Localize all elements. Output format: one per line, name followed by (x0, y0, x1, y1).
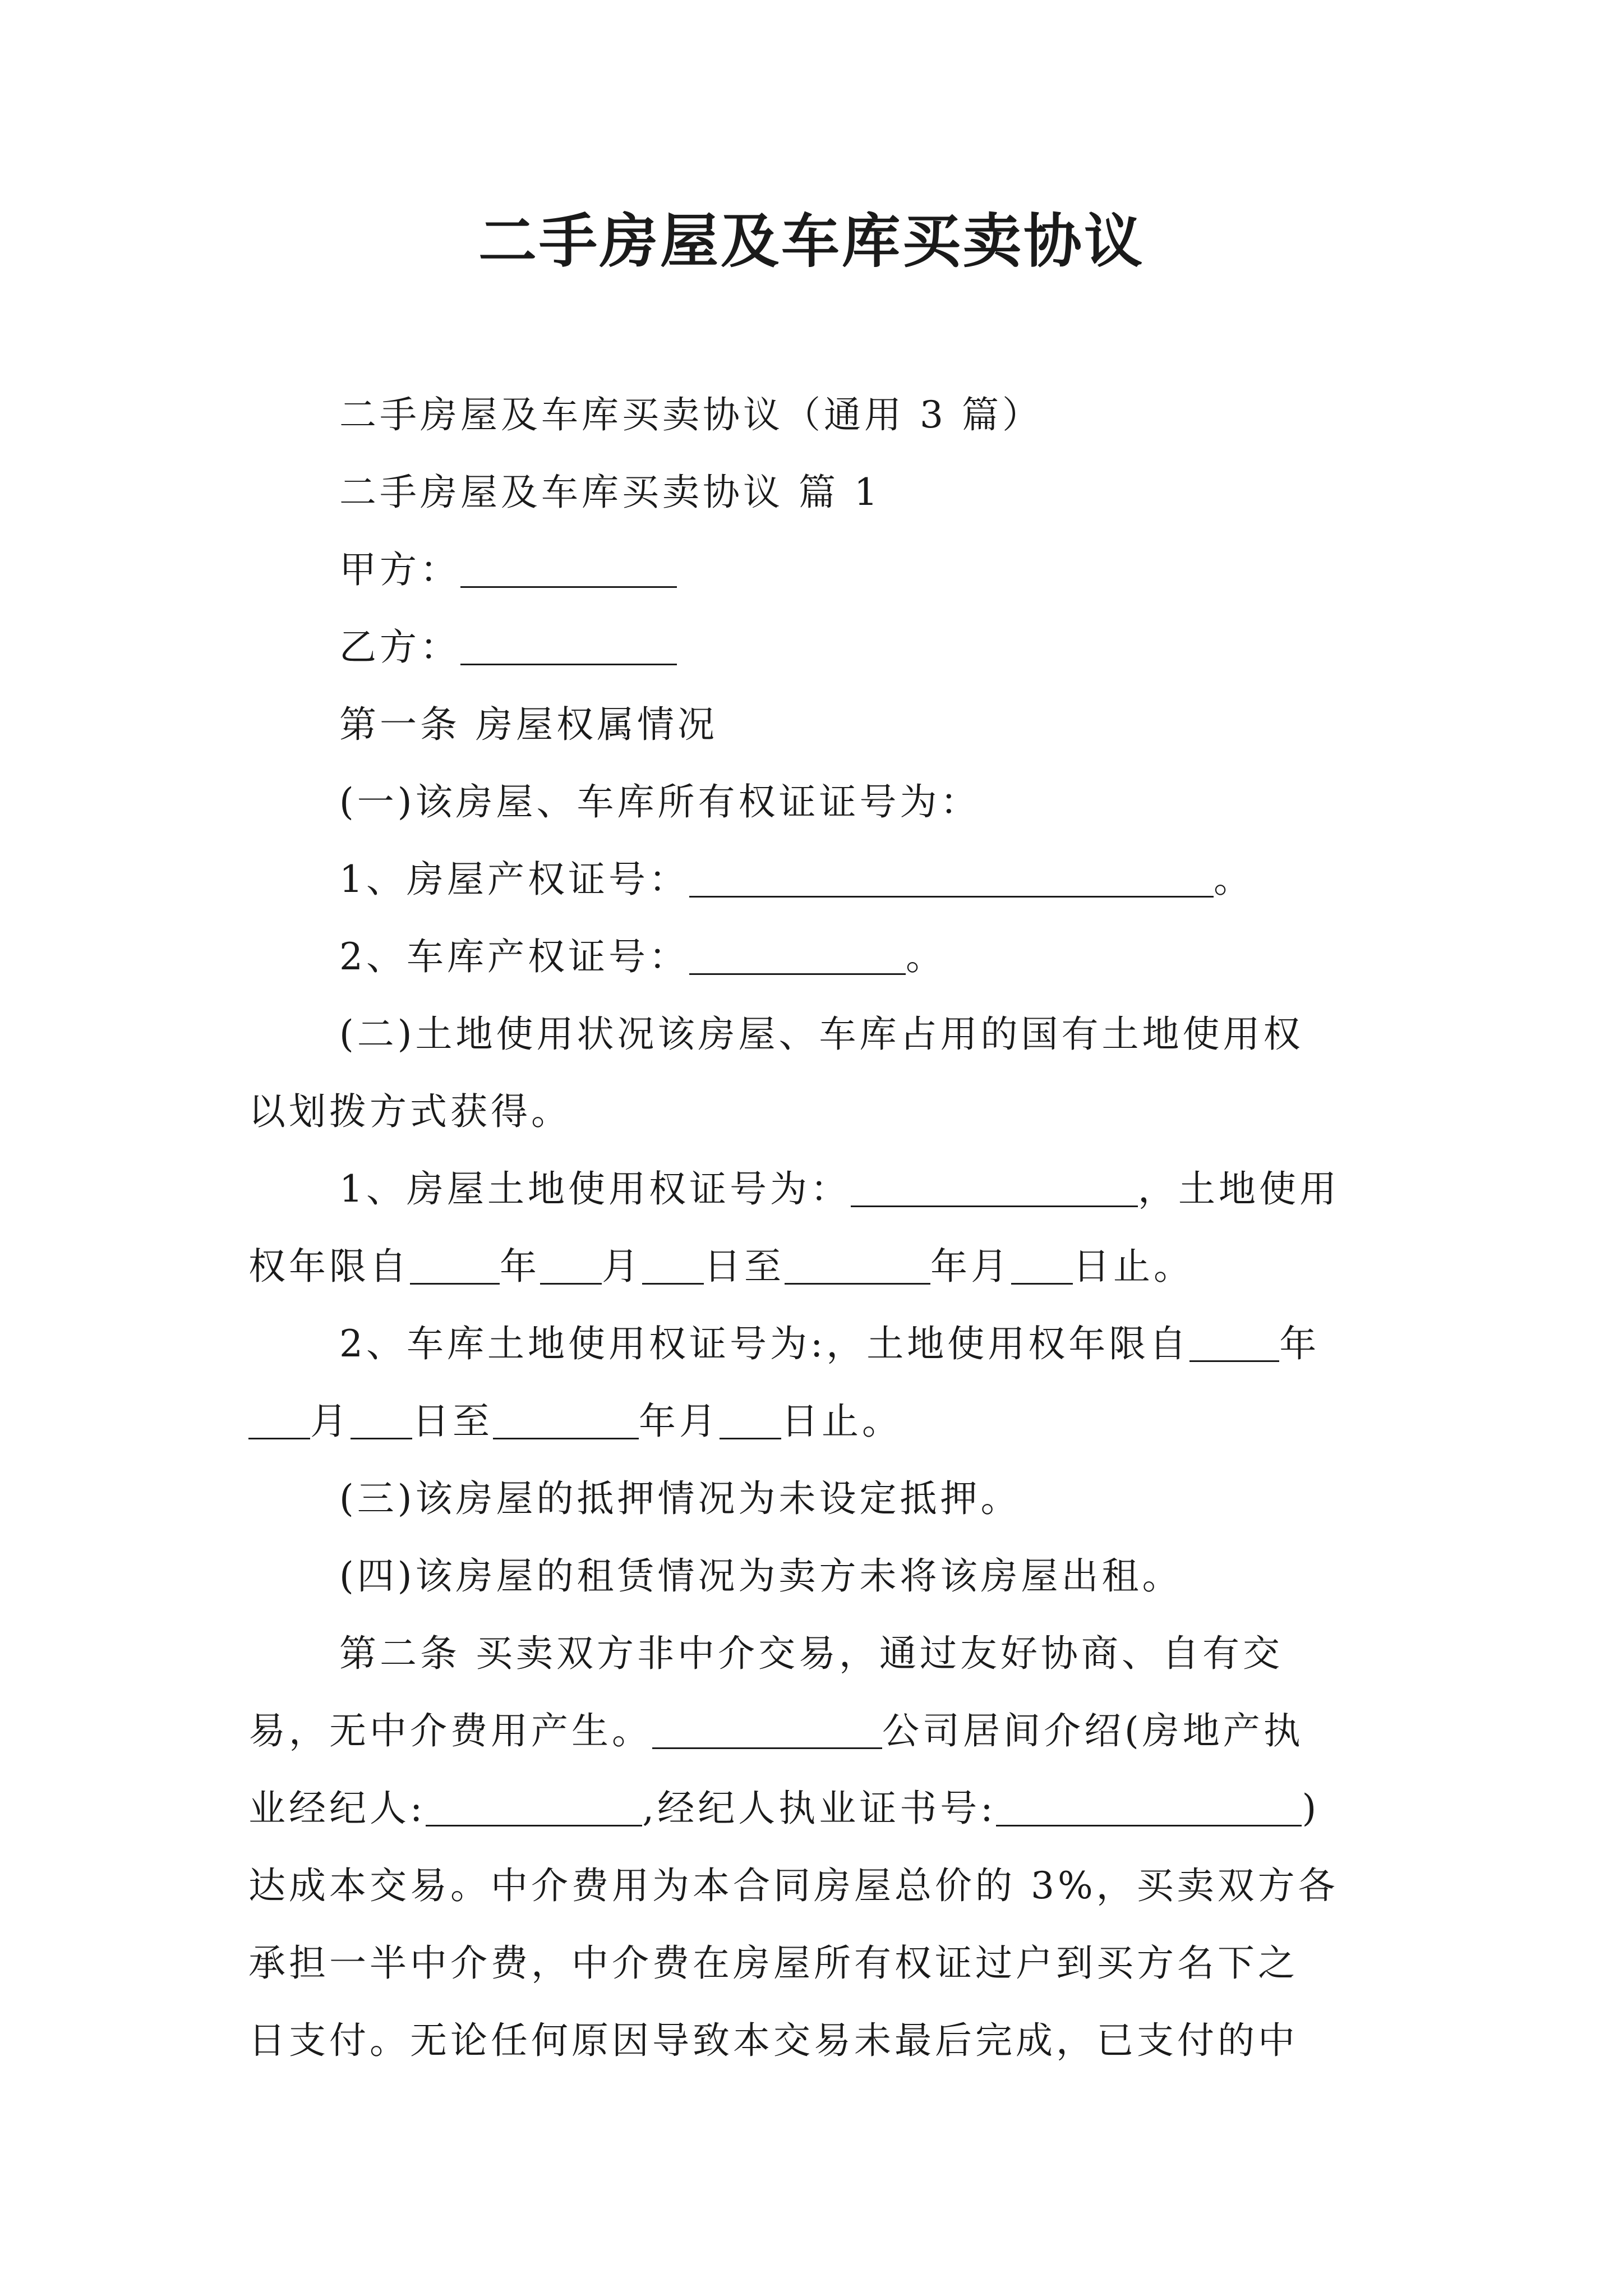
paragraph-line: (二)土地使用状况该房屋、车库占用的国有土地使用权 (339, 1013, 1304, 1056)
article-two-line: 第二条 买卖双方非中介交易，通过友好协商、自有交 (339, 1632, 1283, 1675)
day-blank (351, 1403, 412, 1439)
paragraph-line: 以划拨方式获得。 (248, 1090, 571, 1133)
text-segment: 月 (602, 1245, 642, 1288)
article-one-heading: 第一条 房屋权属情况 (339, 703, 718, 746)
house-cert-blank (689, 861, 1214, 898)
text-segment: 日至 (704, 1245, 785, 1288)
term-line (248, 1383, 1382, 1460)
party-a-blank (460, 551, 677, 588)
year-blank (1189, 1326, 1279, 1362)
text-segment: 2、车库土地使用权证号为:，土地使用权年限自 (339, 1322, 1190, 1365)
agent-line (248, 1770, 1382, 1847)
document-body (248, 376, 1382, 2079)
year-blank (493, 1403, 639, 1439)
garage-cert-label: 2、车库产权证号： (339, 935, 689, 978)
text-segment: 年 (1279, 1322, 1320, 1365)
paragraph-line: 日支付。无论任何原因导致本交易未最后完成，已支付的中 (248, 2019, 1298, 2062)
text-segment: ，土地使用 (1138, 1167, 1340, 1211)
text-segment: 日止。 (1073, 1245, 1194, 1288)
agency-line (248, 1692, 1382, 1770)
subtitle-line: 二手房屋及车库买卖协议（通用 3 篇） (339, 393, 1043, 436)
agent-cert-blank (996, 1790, 1302, 1826)
year-blank (785, 1248, 930, 1285)
text-segment: 年月 (639, 1400, 720, 1443)
house-land-cert-blank (851, 1171, 1138, 1207)
text-segment: 月 (310, 1400, 351, 1443)
party-b-blank (460, 629, 677, 665)
paragraph-line: (三)该房屋的抵押情况为未设定抵押。 (339, 1477, 1021, 1520)
text-segment: 公司居间介绍(房地产执 (882, 1709, 1304, 1752)
document-title: 二手房屋及车库买卖协议 (478, 207, 1145, 275)
section-heading: 二手房屋及车库买卖协议 篇 1 (339, 471, 881, 514)
paragraph-line: 承担一半中介费，中介费在房屋所有权证过户到买方名下之 (248, 1941, 1298, 1985)
house-land-cert-line (248, 1151, 1382, 1228)
party-b-label: 乙方： (339, 625, 460, 669)
text-segment: 易，无中介费用产生。 (248, 1709, 652, 1752)
house-cert-label: 1、房屋产权证号： (339, 858, 689, 901)
text-segment: ,经纪人执业证书号: (642, 1787, 997, 1830)
month-blank (248, 1403, 310, 1439)
paragraph-line: (四)该房屋的租赁情况为卖方未将该房屋出租。 (339, 1554, 1183, 1598)
day-blank (1011, 1248, 1073, 1285)
text-segment: 日止。 (781, 1400, 902, 1443)
house-cert-line (248, 841, 1382, 918)
year-blank (410, 1248, 500, 1285)
period: 。 (906, 935, 946, 978)
text-segment: 权年限自 (248, 1245, 410, 1288)
paragraph-line: 达成本交易。中介费用为本合同房屋总价的 3%，买卖双方各 (248, 1864, 1339, 1907)
day-blank (720, 1403, 781, 1439)
garage-cert-blank (689, 938, 906, 975)
text-segment: ) (1302, 1787, 1320, 1830)
garage-cert-line (248, 918, 1382, 996)
period: 。 (1214, 858, 1254, 901)
day-blank (642, 1248, 704, 1285)
party-b-line (248, 609, 1382, 686)
paragraph-line: (一)该房屋、车库所有权证证号为： (339, 780, 981, 823)
text-segment: 业经纪人: (248, 1787, 426, 1830)
company-blank (652, 1713, 882, 1749)
party-a-line (248, 531, 1382, 609)
text-segment: 年 (500, 1245, 540, 1288)
text-segment: 日至 (412, 1400, 493, 1443)
month-blank (540, 1248, 602, 1285)
party-a-label: 甲方： (339, 548, 460, 591)
text-segment: 年月 (930, 1245, 1011, 1288)
house-land-cert-label: 1、房屋土地使用权证号为： (339, 1167, 851, 1211)
garage-land-cert-line (248, 1305, 1382, 1383)
term-line (248, 1228, 1382, 1305)
agent-name-blank (426, 1790, 642, 1826)
